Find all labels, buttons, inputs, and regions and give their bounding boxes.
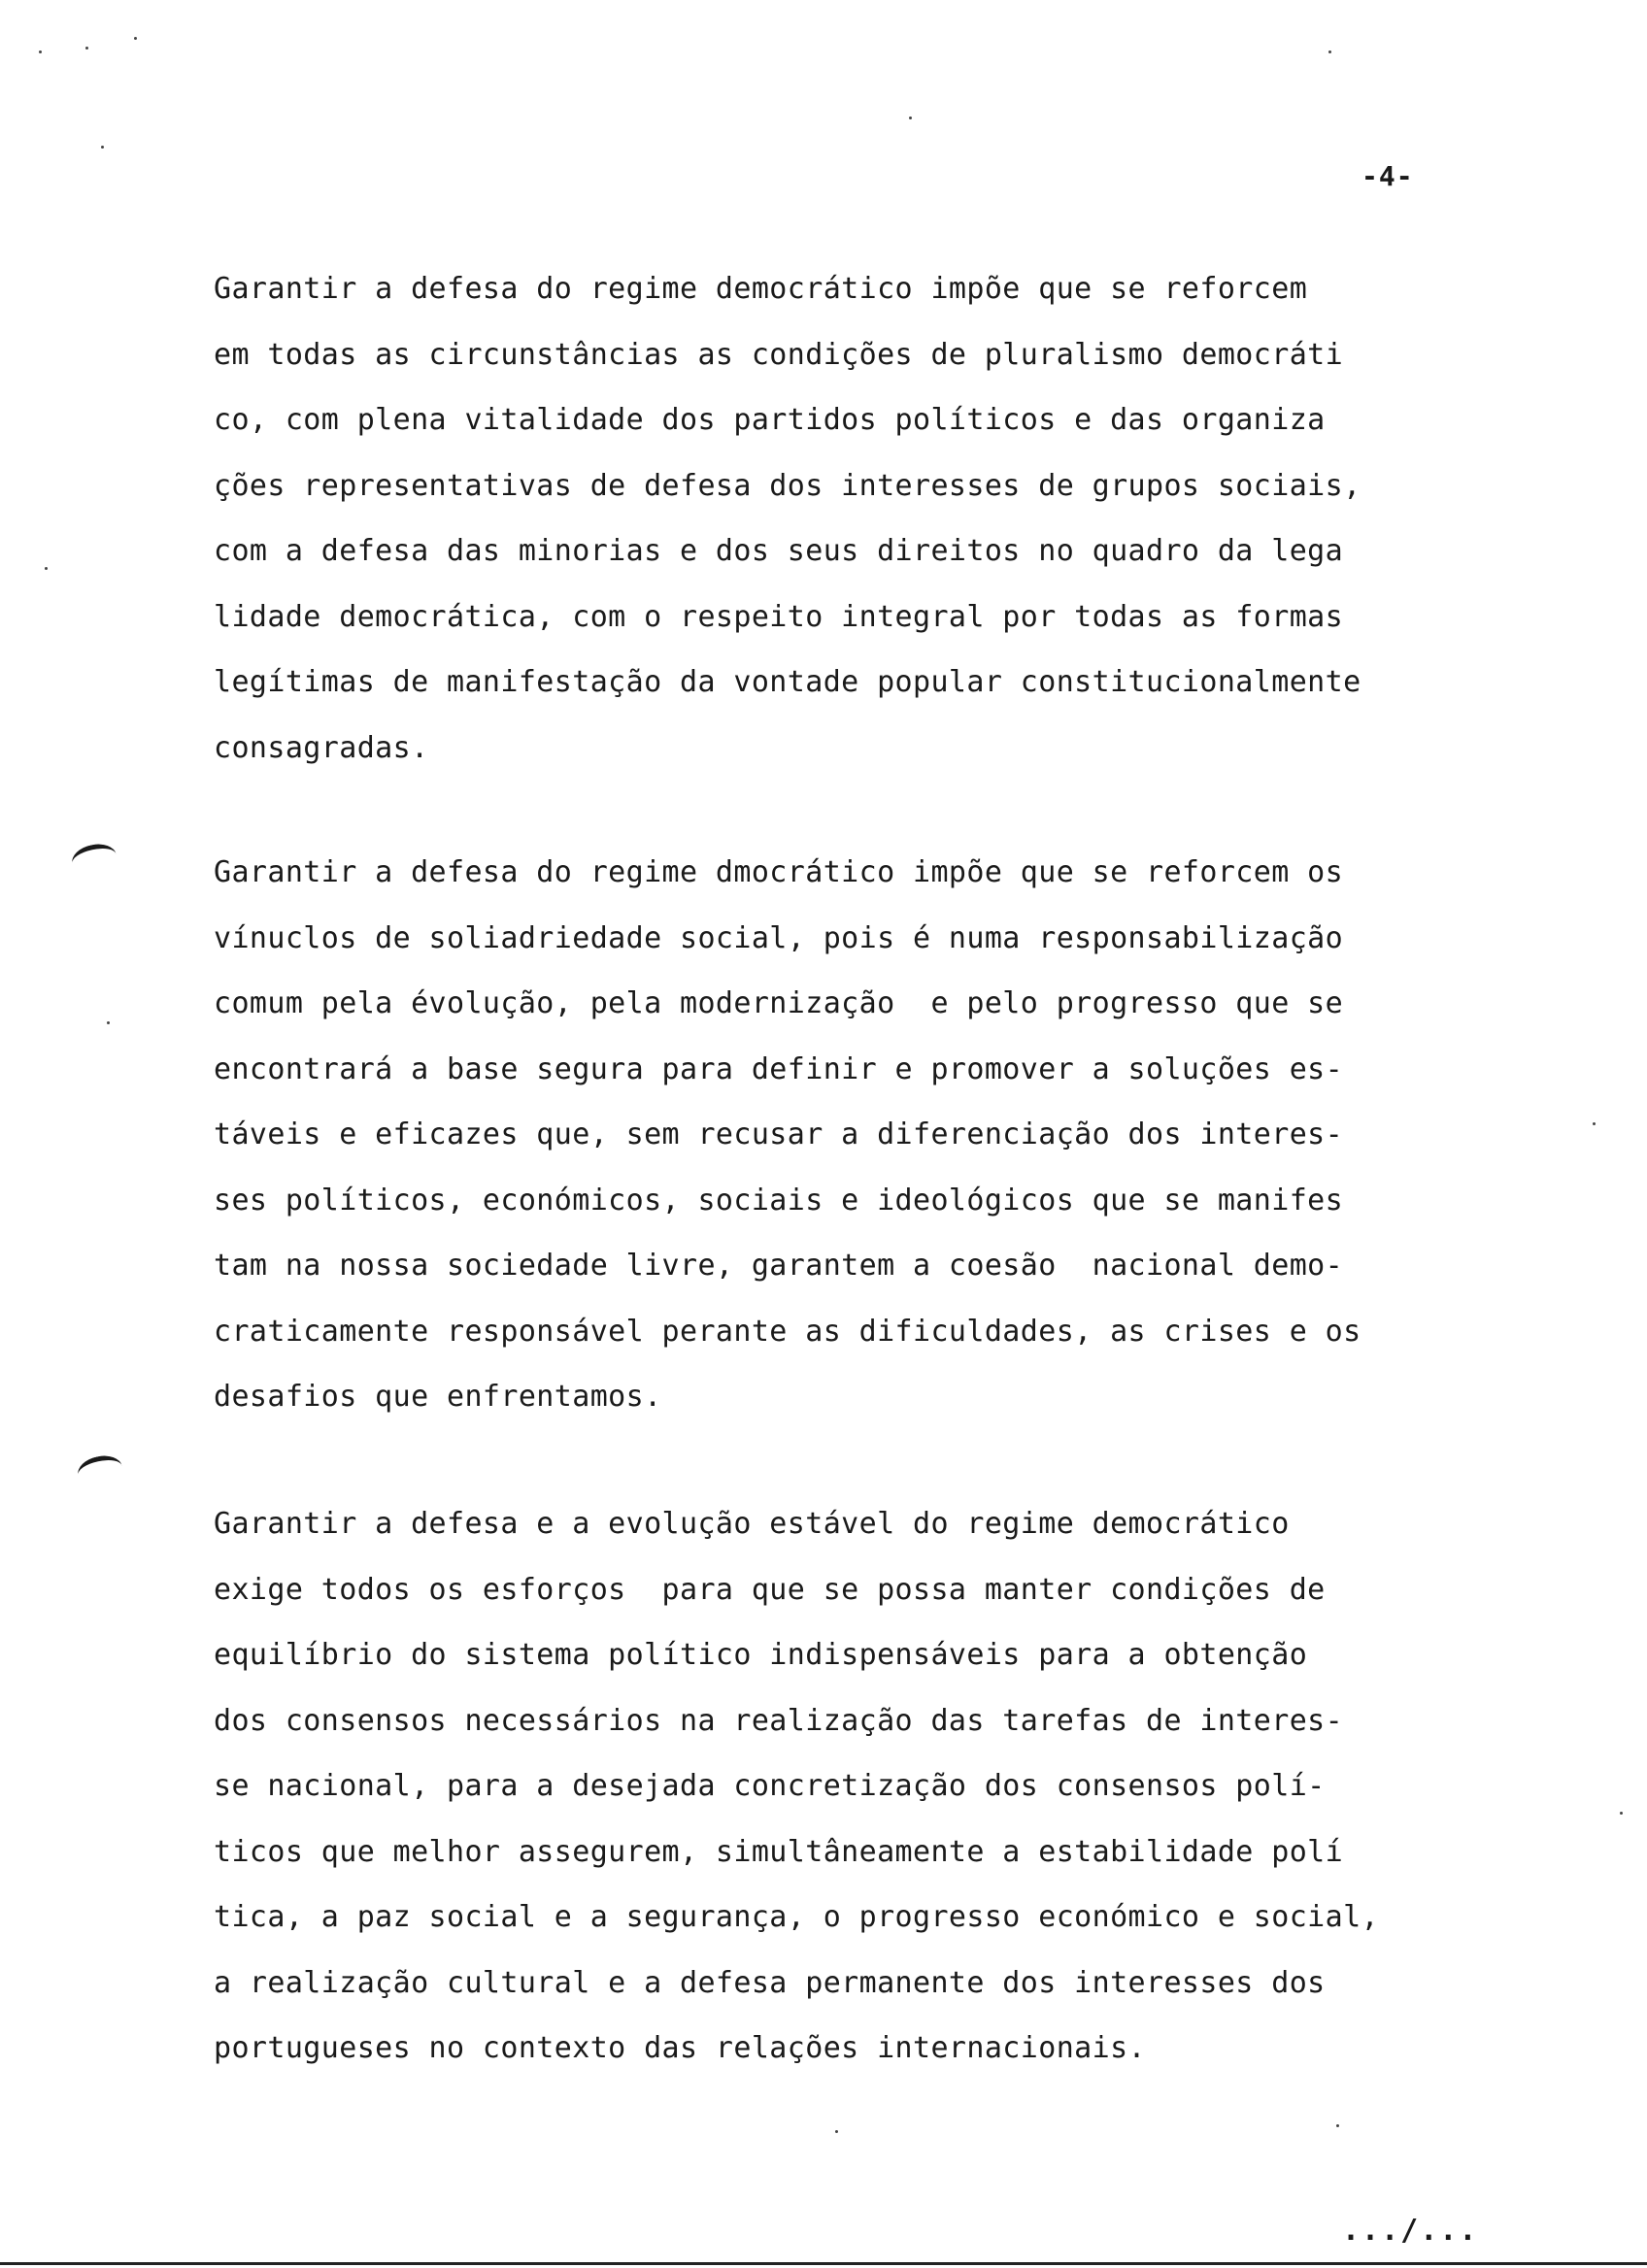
scan-speck [835, 2130, 838, 2133]
text-line: desafios que enfrentamos. [214, 1380, 662, 1414]
text-line: equilíbrio do sistema político indispensáveis para a obtenção [214, 1638, 1308, 1672]
scan-speck [1336, 2124, 1339, 2127]
text-line: exige todos os esforços para que se possa manter condições de [214, 1572, 1326, 1607]
text-line: craticamente responsável perante as dificuldades, as crises e os [214, 1314, 1361, 1349]
text-line: dos consensos necessários na realização das tarefas de interes- [214, 1703, 1344, 1738]
margin-mark-icon [69, 841, 118, 878]
text-line: ses políticos, económicos, sociais e ideológicos que se manifes [214, 1183, 1344, 1217]
scan-speck [909, 117, 912, 119]
scan-speck [45, 567, 48, 570]
text-line: a realização cultural e a defesa permanente dos interesses dos [214, 1965, 1326, 2000]
page-number: -4- [1361, 160, 1414, 192]
text-line: comum pela évolução, pela modernização e pelo progresso que se [214, 986, 1344, 1020]
scan-speck [107, 1021, 110, 1024]
scan-speck [1593, 1122, 1596, 1125]
paragraph-2 [214, 840, 1496, 1430]
text-line: tam na nossa sociedade livre, garantem a coesão nacional demo- [214, 1249, 1344, 1283]
text-line: em todas as circunstâncias as condições de pluralismo democráti [214, 337, 1344, 372]
scan-speck [85, 47, 88, 50]
text-line: Garantir a defesa do regime democrático impõe que se reforcem [214, 272, 1308, 306]
text-line: portugueses no contexto das relações internacionais. [214, 2031, 1146, 2065]
text-line: legítimas de manifestação da vontade popular constitucionalmente [214, 665, 1361, 699]
text-line: tica, a paz social e a segurança, o progresso económico e social, [214, 1900, 1379, 1934]
paragraph-1 [214, 256, 1496, 781]
text-line: ticos que melhor assegurem, simultâneamente a estabilidade polí [214, 1834, 1344, 1869]
text-line: co, com plena vitalidade dos partidos políticos e das organiza [214, 403, 1326, 437]
text-line: lidade democrática, com o respeito integral por todas as formas [214, 599, 1344, 634]
scan-speck [39, 50, 42, 53]
margin-mark-icon [75, 1452, 124, 1489]
text-line: com a defesa das minorias e dos seus direitos no quadro da lega [214, 534, 1344, 568]
continuation-marker: .../... [1342, 2214, 1479, 2248]
text-line: vínuclos de soliadriedade social, pois é numa responsabilização [214, 920, 1344, 955]
bottom-rule [0, 2262, 1647, 2265]
scan-speck [134, 37, 137, 40]
text-line: ções representativas de defesa dos interesses de grupos sociais, [214, 468, 1361, 503]
text-line: consagradas. [214, 730, 429, 765]
scan-speck [101, 146, 104, 149]
paragraph-3 [214, 1491, 1496, 2082]
text-line: Garantir a defesa e a evolução estável do regime democrático [214, 1507, 1290, 1541]
text-line: Garantir a defesa do regime dmocrático impõe que se reforcem os [214, 855, 1344, 889]
text-line: táveis e eficazes que, sem recusar a diferenciação dos interes- [214, 1117, 1344, 1151]
text-line: se nacional, para a desejada concretização dos consensos polí- [214, 1769, 1326, 1803]
text-line: encontrará a base segura para definir e promover a soluções es- [214, 1051, 1344, 1086]
scan-speck [1620, 1812, 1623, 1815]
scan-speck [1328, 50, 1331, 53]
